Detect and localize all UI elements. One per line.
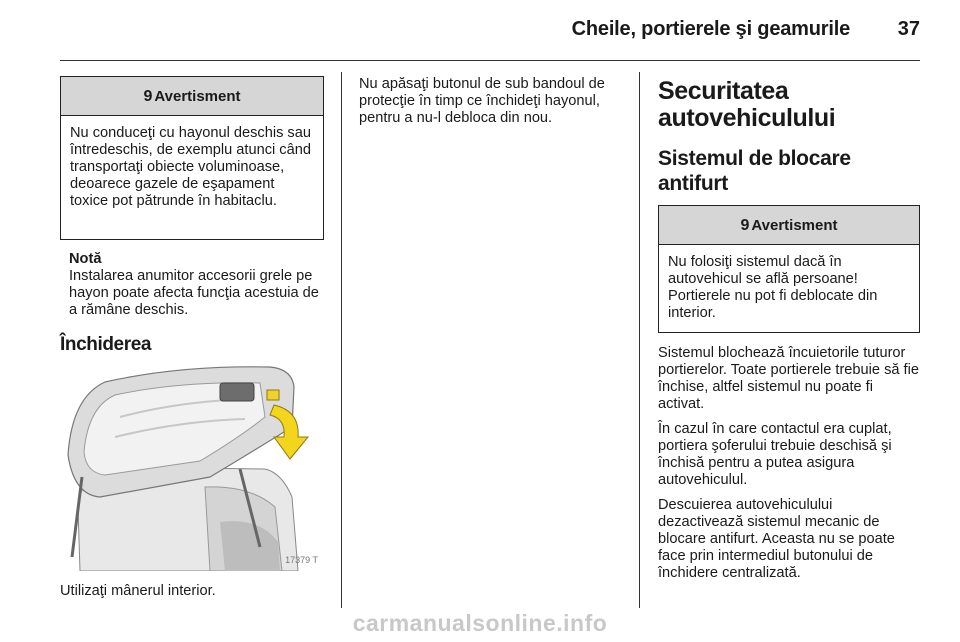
warning-box-antitheft [658,205,920,333]
tailgate-drawing [60,357,324,571]
warning-icon: 9 [143,87,153,105]
note-block [60,251,324,319]
watermark: carmanualsonline.info [352,610,608,636]
warning-text: Nu folosiţi sistemul dacă în autovehicul se află persoane! Portierele nu pot fi deblocate din interior. [668,254,878,321]
image-code: 17379 T [285,555,318,565]
warning-header [61,77,323,116]
left-column [60,76,324,356]
image-caption: Utilizaţi mânerul interior. [60,583,216,599]
page-number: 37 [897,18,920,40]
section-heading-closing: Închiderea [60,334,152,355]
paragraph-3: Descuierea autovehiculului dezactivează sistemul mecanic de blocare antifurt. Aceasta nu se poate face prin intermediul butonului de închidere centralizată. [658,497,895,581]
page-header-title: Cheile, portierele şi geamurile [571,18,850,40]
subheading-antitheft: Sistemul de blocare antifurt [658,147,851,195]
right-column [658,78,920,582]
warning-title: Avertisment [751,216,838,234]
middle-text: Nu apăsaţi butonul de sub bandoul de protecţie în timp ce închideţi hayonul, pentru a nu-l debloca din nou. [359,76,605,126]
warning-icon: 9 [740,216,750,234]
header-divider [60,60,920,61]
column-divider-left [341,72,342,608]
middle-column [359,76,629,127]
note-label: Notă [69,251,102,267]
section-heading-security: Securitatea autovehiculului [658,77,836,132]
note-text: Instalarea anumitor accesorii grele pe hayon poate afecta funcţia acestuia de a rămâne deschis. [69,268,319,318]
column-divider-right [639,72,640,608]
warning-text: Nu conduceţi cu hayonul deschis sau întredeschis, de exemplu atunci când transportaţi obiecte voluminoase, deoarece gazele de eşapament toxice pot pătrunde în habitaclu. [70,125,311,209]
paragraph-2: În cazul în care contactul era cuplat, portiera şoferului trebuie deschisă şi închisă pentru a putea asigura autovehiculul. [658,421,892,488]
paragraph-1: Sistemul blochează încuietorile tuturor portierelor. Toate portierele trebuie să fie închise, altfel sistemul nu poate fi activat. [658,345,919,412]
warning-title: Avertisment [154,87,241,105]
warning-box-tailgate [60,76,324,240]
tailgate-closing-illustration [60,357,324,571]
warning-header [659,206,919,245]
